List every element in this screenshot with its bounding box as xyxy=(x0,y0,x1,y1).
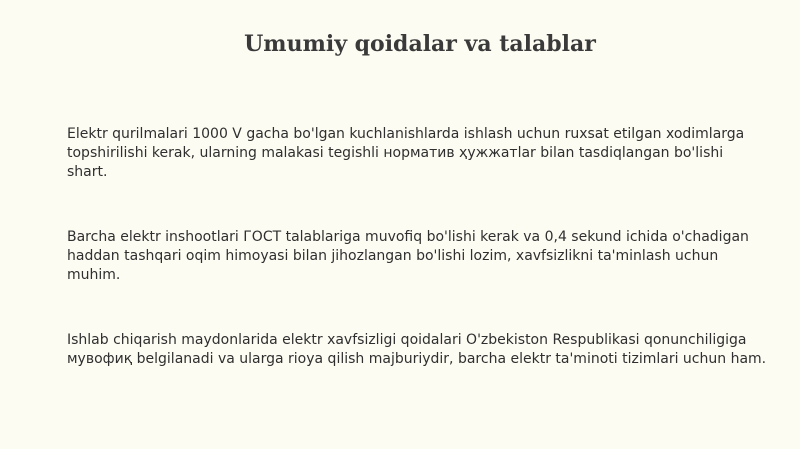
slide-title: Umumiy qoidalar va talablar xyxy=(244,31,596,57)
paragraph-legislation: Ishlab chiqarish maydonlarida elektr xavfsizligi qoidalari O'zbekiston Respublikasi qonunchiligiga мувофиқ belgilanadi va ularga rioya qilish majburiydir, barcha elektr ta'minoti tizimlari uchun ham. xyxy=(67,332,767,367)
paragraph-qualified-personnel: Elektr qurilmalari 1000 V gacha bo'lgan kuchlanishlarda ishlash uchun ruxsat etilgan xodimlarga topshirilishi kerak, ularning malakasi tegishli норматив ҳужжатlar bilan tasdiqlangan bo'lishi shart. xyxy=(67,126,745,180)
paragraph-gost-requirements: Barcha elektr inshootlari ГОСТ talablariga muvofiq bo'lishi kerak va 0,4 sekund ichida o'chadigan haddan tashqari oqim himoyasi bilan jihozlangan bo'lishi lozim, xavfsizlikni ta'minlash uchun muhim. xyxy=(67,229,749,283)
